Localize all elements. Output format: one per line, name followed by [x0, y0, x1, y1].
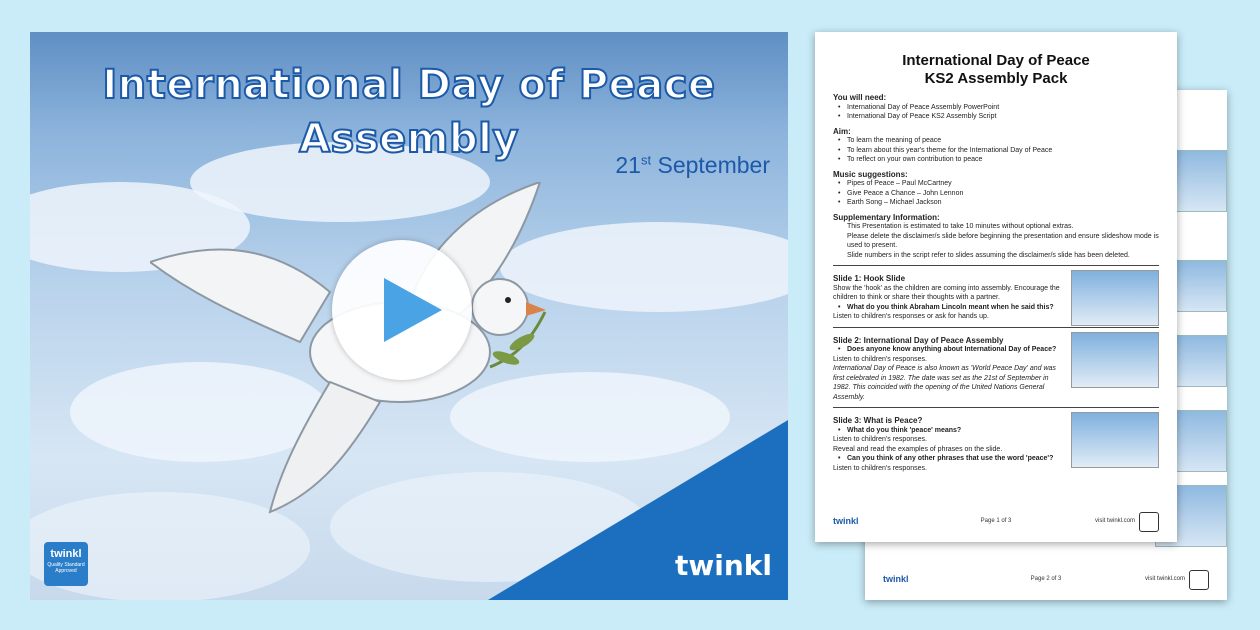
page-label: Page 1 of 3 [980, 518, 1012, 524]
section-heading: Slide 3: What is Peace? [833, 416, 923, 425]
paragraph: Listen to children's responses. [833, 355, 927, 363]
slide-thumbnail [1071, 412, 1159, 468]
paragraph: International Day of Peace is also known as 'World Peace Day' and was first celebrated in 1982. The date was set as the 21st of September in 1982. This coincided with the opening of the United Nations General Assembly. [833, 365, 1056, 401]
section-heading: Music suggestions: [833, 169, 908, 179]
document-page-1 [815, 32, 1177, 542]
paragraph: Show the 'hook' as the children are coming into assembly. Encourage the children to think or share their thoughts with a partner. [833, 284, 1060, 301]
paragraph: Reveal and read the examples of phrases on the slide. [833, 445, 1003, 453]
document-footer [833, 512, 1159, 532]
slide-thumbnail [1071, 270, 1159, 326]
paragraph: This Presentation is estimated to take 10 minutes without optional extras. [847, 223, 1074, 230]
event-date [615, 152, 770, 179]
question: • What do you think 'peace' means? [833, 426, 1061, 436]
script-section-slide-1 [833, 265, 1159, 322]
list-item: • To reflect on your own contribution to peace [833, 155, 1159, 165]
question: • Can you think of any other phrases that use the word 'peace'? [833, 454, 1061, 464]
list-item: • International Day of Peace KS2 Assembly Script [833, 112, 1159, 122]
section-heading: Aim: [833, 126, 851, 136]
slide-title-line2: Assembly [299, 116, 519, 162]
date-suffix: st [640, 152, 652, 168]
list-item: • To learn about this year's theme for the International Day of Peace [833, 146, 1159, 156]
date-day: 21 [615, 152, 641, 178]
list-item: • Pipes of Peace – Paul McCartney [833, 179, 1159, 189]
page-label: Page 2 of 3 [1030, 576, 1062, 582]
document-title-line1: International Day of Peace [902, 52, 1090, 69]
quality-stamp-icon [1139, 512, 1159, 532]
paragraph: Listen to children's responses. [833, 436, 927, 443]
question: • Does anyone know anything about International Day of Peace? [833, 345, 1061, 355]
section-heading: Slide 1: Hook Slide [833, 274, 906, 283]
play-button[interactable] [332, 240, 472, 380]
slide-title-line1: International Day of Peace [102, 62, 716, 108]
footer-url: visit twinkl.com [1094, 518, 1135, 524]
section-heading: Slide 2: International Day of Peace Assembly [833, 335, 1004, 345]
section-heading: Supplementary Information: [833, 212, 940, 222]
twinkl-logo: twinkl [674, 549, 772, 582]
paragraph: Listen to children's responses or ask for hands up. [833, 313, 989, 320]
paragraph: Slide numbers in the script refer to slides assuming the disclaimer/s slide has been deleted. [847, 251, 1130, 259]
list-item: • To learn the meaning of peace [833, 136, 1159, 146]
play-icon[interactable] [384, 278, 442, 342]
badge-caption: Quality Standard Approved [47, 562, 85, 574]
section-heading: You will need: [833, 93, 887, 102]
script-section-slide-2 [833, 327, 1159, 403]
document-footer [883, 570, 1209, 590]
list-item: • Give Peace a Chance – John Lennon [833, 189, 1159, 199]
list-item: • International Day of Peace Assembly PowerPoint [833, 103, 1159, 113]
quality-stamp-icon [1189, 570, 1209, 590]
script-section-slide-3 [833, 407, 1159, 473]
date-month: September [657, 152, 770, 178]
list-item: • Earth Song – Michael Jackson [833, 198, 1159, 208]
paragraph: Please delete the disclaimer/s slide before beginning the presentation and ensure slideshow mode is used to present. [847, 232, 1159, 249]
document-title-line2: KS2 Assembly Pack [924, 70, 1068, 87]
footer-url: visit twinkl.com [1144, 576, 1185, 582]
paragraph: Listen to children's responses. [833, 464, 927, 472]
slide-title [30, 58, 788, 166]
footer-logo: twinkl [833, 516, 859, 526]
slide-thumbnail [1071, 332, 1159, 388]
question: • What do you think Abraham Lincoln meant when he said this? [833, 303, 1061, 313]
slide-preview [30, 32, 788, 600]
footer-logo: twinkl [883, 574, 909, 584]
document-body [815, 93, 1177, 473]
badge-logo: twinkl [50, 548, 82, 560]
document-title [815, 52, 1177, 88]
quality-badge [44, 542, 88, 586]
